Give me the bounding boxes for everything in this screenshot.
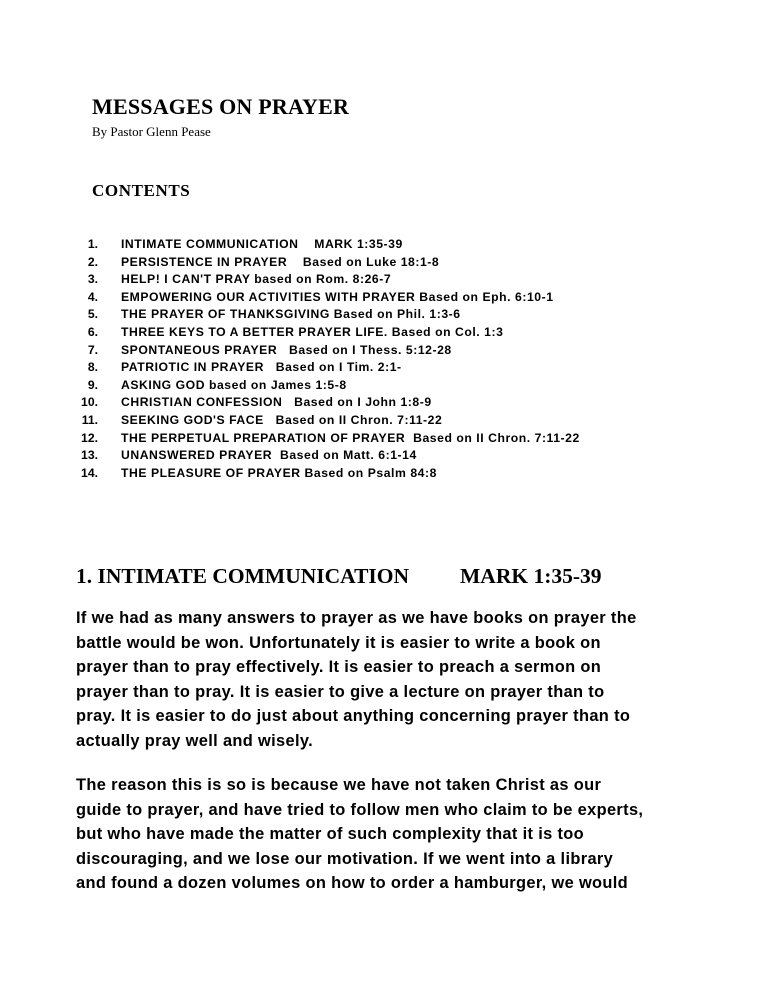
document-author: By Pastor Glenn Pease: [92, 124, 211, 139]
toc-item-number: 12.: [81, 430, 98, 445]
toc-item-text: HELP! I CAN'T PRAY based on Rom. 8:26-7: [121, 272, 392, 287]
paragraph-line: If we had as many answers to prayer as we have books on prayer the: [76, 609, 637, 627]
paragraph-line: discouraging, and we lose our motivation. If we went into a library: [76, 849, 614, 868]
contents-heading: CONTENTS: [92, 181, 191, 200]
toc-item-text: THE PLEASURE OF PRAYER Based on Psalm 84:8: [121, 465, 437, 480]
toc-item: [76, 412, 716, 430]
toc-item-text: CHRISTIAN CONFESSION Based on I John 1:8-9: [121, 395, 432, 410]
toc-item-number: 7.: [87, 342, 98, 357]
toc-item-number: 6.: [87, 324, 98, 339]
toc-item-text: ASKING GOD based on James 1:5-8: [121, 377, 347, 392]
toc-item-number: 14.: [81, 465, 98, 480]
toc-item-text: EMPOWERING OUR ACTIVITIES WITH PRAYER Based on Eph. 6:10-1: [121, 289, 554, 304]
toc-item-number: 9.: [87, 377, 98, 392]
section-heading-reference: MARK 1:35-39: [460, 564, 602, 588]
section-heading: [76, 564, 602, 589]
toc-item: [76, 306, 716, 324]
toc-item: [76, 430, 716, 448]
table-of-contents: [76, 236, 716, 482]
toc-item-number: 8.: [87, 360, 98, 375]
toc-item-text: SPONTANEOUS PRAYER Based on I Thess. 5:12-28: [121, 342, 452, 357]
paragraph-line: pray. It is easier to do just about anything concerning prayer than to: [76, 707, 631, 725]
toc-item: [76, 465, 716, 483]
toc-item: [76, 394, 716, 412]
toc-item-number: 11.: [81, 412, 98, 427]
toc-item-text: PERSISTENCE IN PRAYER Based on Luke 18:1-8: [121, 254, 440, 269]
toc-item: [76, 447, 716, 465]
toc-item: [76, 342, 716, 360]
toc-item: [76, 271, 716, 289]
toc-item: [76, 289, 716, 307]
paragraph-line: prayer than to pray. It is easier to give a lecture on prayer than to: [76, 682, 605, 701]
section-heading-title: 1. INTIMATE COMMUNICATION: [76, 564, 410, 588]
toc-item-text: THREE KEYS TO A BETTER PRAYER LIFE. Based on Col. 1:3: [121, 324, 504, 339]
toc-item-text: SEEKING GOD'S FACE Based on II Chron. 7:11-22: [121, 412, 443, 427]
paragraph-line: but who have made the matter of such complexity that it is too: [76, 825, 585, 843]
body-paragraph: [76, 606, 686, 753]
paragraph-line: battle would be won. Unfortunately it is easier to write a book on: [76, 633, 601, 652]
paragraph-line: The reason this is so is because we have not taken Christ as our: [76, 776, 602, 794]
toc-item-number: 3.: [87, 272, 98, 287]
paragraph-line: prayer than to pray effectively. It is easier to preach a sermon on: [76, 658, 602, 676]
toc-item-number: 2.: [87, 254, 98, 269]
toc-item: [76, 377, 716, 395]
toc-item-text: PATRIOTIC IN PRAYER Based on I Tim. 2:1-: [121, 360, 402, 375]
toc-item: [76, 254, 716, 272]
toc-item-number: 1.: [87, 237, 98, 251]
toc-item-number: 13.: [81, 448, 98, 463]
toc-item-number: 5.: [87, 307, 98, 322]
document-title: MESSAGES ON PRAYER: [92, 94, 350, 119]
toc-item-text: THE PERPETUAL PREPARATION OF PRAYER Based on II Chron. 7:11-22: [121, 430, 580, 445]
toc-item: [76, 236, 716, 254]
paragraph-line: guide to prayer, and have tried to follow men who claim to be experts,: [76, 800, 644, 819]
toc-item: [76, 359, 716, 377]
paragraph-line: actually pray well and wisely.: [76, 731, 314, 750]
toc-item: [76, 324, 716, 342]
body-paragraph: [76, 773, 686, 896]
toc-item-text: UNANSWERED PRAYER Based on Matt. 6:1-14: [121, 448, 417, 463]
paragraph-line: and found a dozen volumes on how to order a hamburger, we would: [76, 874, 629, 892]
toc-item-number: 4.: [87, 289, 98, 304]
toc-item-text: THE PRAYER OF THANKSGIVING Based on Phil. 1:3-6: [121, 307, 461, 322]
toc-item-text: INTIMATE COMMUNICATION MARK 1:35-39: [121, 237, 403, 251]
toc-item-number: 10.: [81, 395, 98, 410]
